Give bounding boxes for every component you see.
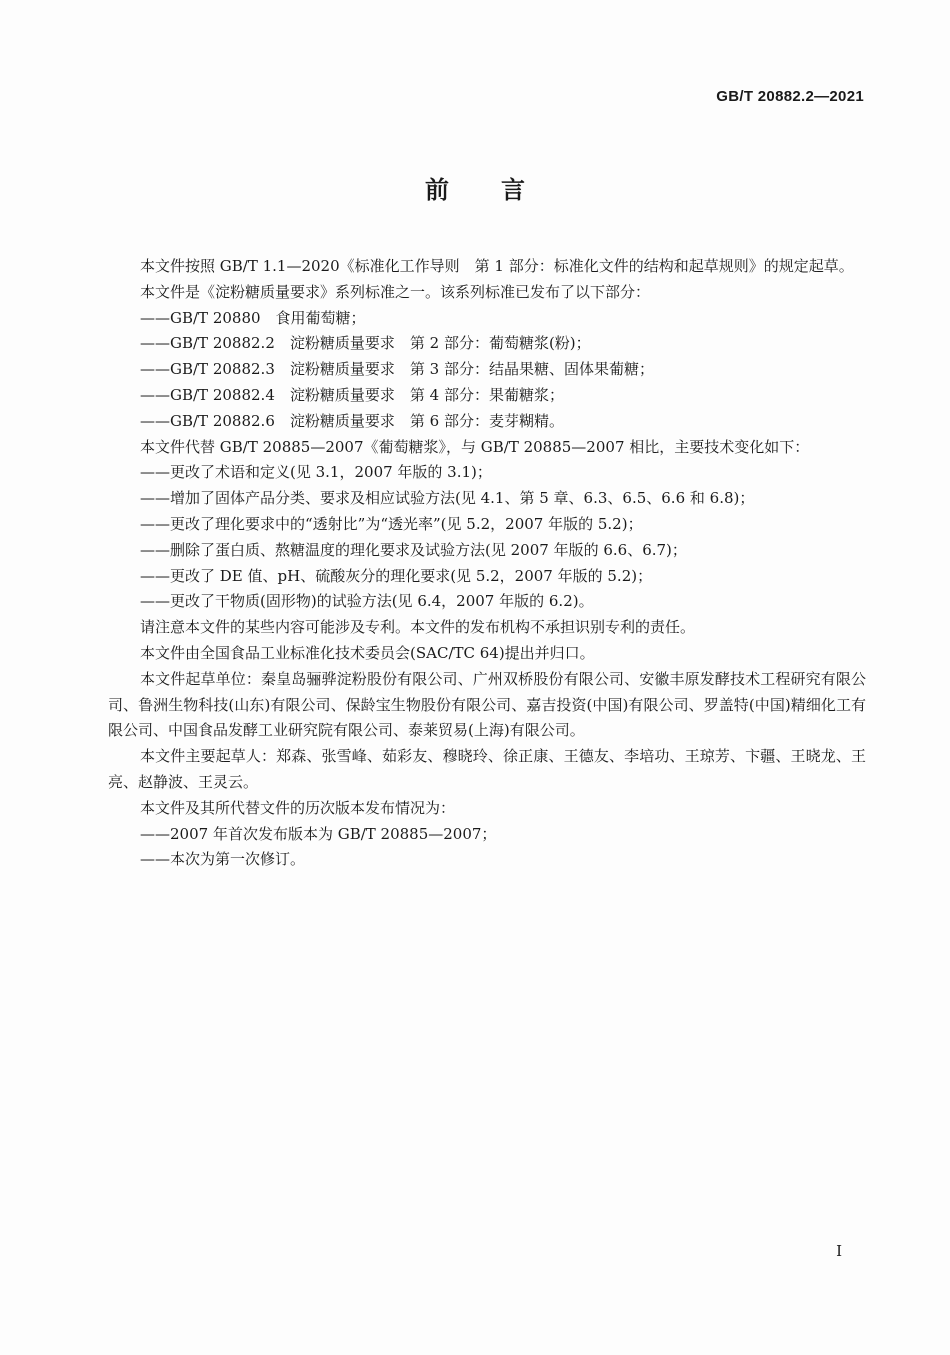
list-item-change: ——增加了固体产品分类、要求及相应试验方法(见 4.1、第 5 章、6.3、6.5、6.6 和 6.8)； (140, 489, 755, 508)
standard-number: GB/T 20882.2—2021 (716, 88, 864, 105)
list-item-part: ——GB/T 20882.2 淀粉糖质量要求 第 2 部分：葡萄糖浆(粉)； (140, 334, 591, 353)
list-item-part: ——GB/T 20880 食用葡萄糖； (140, 308, 366, 327)
page-number: I (836, 1242, 842, 1260)
list-item-change: ——更改了理化要求中的“透射比”为“透光率”(见 5.2，2007 年版的 5.2)； (140, 514, 643, 533)
paragraph-series-intro: 本文件是《淀粉糖质量要求》系列标准之一。该系列标准已发布了以下部分： (140, 282, 651, 301)
list-item-change: ——更改了术语和定义(见 3.1，2007 年版的 3.1)； (140, 463, 492, 482)
paragraph-committee: 本文件由全国食品工业标准化技术委员会(SAC/TC 64)提出并归口。 (140, 643, 595, 662)
page-title: 前言 (425, 176, 577, 204)
list-item-version: ——2007 年首次发布版本为 GB/T 20885—2007； (140, 824, 497, 843)
list-item-part: ——GB/T 20882.4 淀粉糖质量要求 第 4 部分：果葡糖浆； (140, 385, 564, 404)
paragraph-drafting-rules: 本文件按照 GB/T 1.1—2020《标准化工作导则 第 1 部分：标准化文件的结构和起草规则》的规定起草。 (140, 257, 854, 275)
paragraph-replacement: 本文件代替 GB/T 20885—2007《葡萄糖浆》，与 GB/T 20885—2007 相比，主要技术变化如下： (140, 437, 810, 456)
list-item-part: ——GB/T 20882.6 淀粉糖质量要求 第 6 部分：麦芽糊精。 (140, 411, 564, 430)
foreword-body (108, 254, 866, 873)
list-item-change: ——删除了蛋白质、熬糖温度的理化要求及试验方法(见 2007 年版的 6.6、6.7)； (140, 540, 687, 559)
paragraph-drafters: 本文件主要起草人：郑森、张雪峰、茹彩友、穆晓玲、徐正康、王德友、李培功、王琼芳、卞疆、王晓龙、王亮、赵静波、王灵云。 (108, 747, 866, 791)
paragraph-patent-notice: 请注意本文件的某些内容可能涉及专利。本文件的发布机构不承担识别专利的责任。 (140, 618, 696, 637)
paragraph-drafting-units: 本文件起草单位：秦皇岛骊骅淀粉股份有限公司、广州双桥股份有限公司、安徽丰原发酵技术工程研究有限公司、鲁洲生物科技(山东)有限公司、保龄宝生物股份有限公司、嘉吉投资(中国)有限公司、罗盖特(中国)精细化工有限公司、中国食品发酵工业研究院有限公司、泰莱贸易(上海)有限公司。 (108, 669, 866, 740)
list-item-part: ——GB/T 20882.3 淀粉糖质量要求 第 3 部分：结晶果糖、固体果葡糖； (140, 360, 654, 379)
list-item-version: ——本次为第一次修订。 (140, 850, 306, 869)
list-item-change: ——更改了 DE 值、pH、硫酸灰分的理化要求(见 5.2，2007 年版的 5.2)； (140, 566, 653, 585)
paragraph-version-history: 本文件及其所代替文件的历次版本发布情况为： (140, 798, 456, 817)
list-item-change: ——更改了干物质(固形物)的试验方法(见 6.4，2007 年版的 6.2)。 (140, 592, 594, 611)
